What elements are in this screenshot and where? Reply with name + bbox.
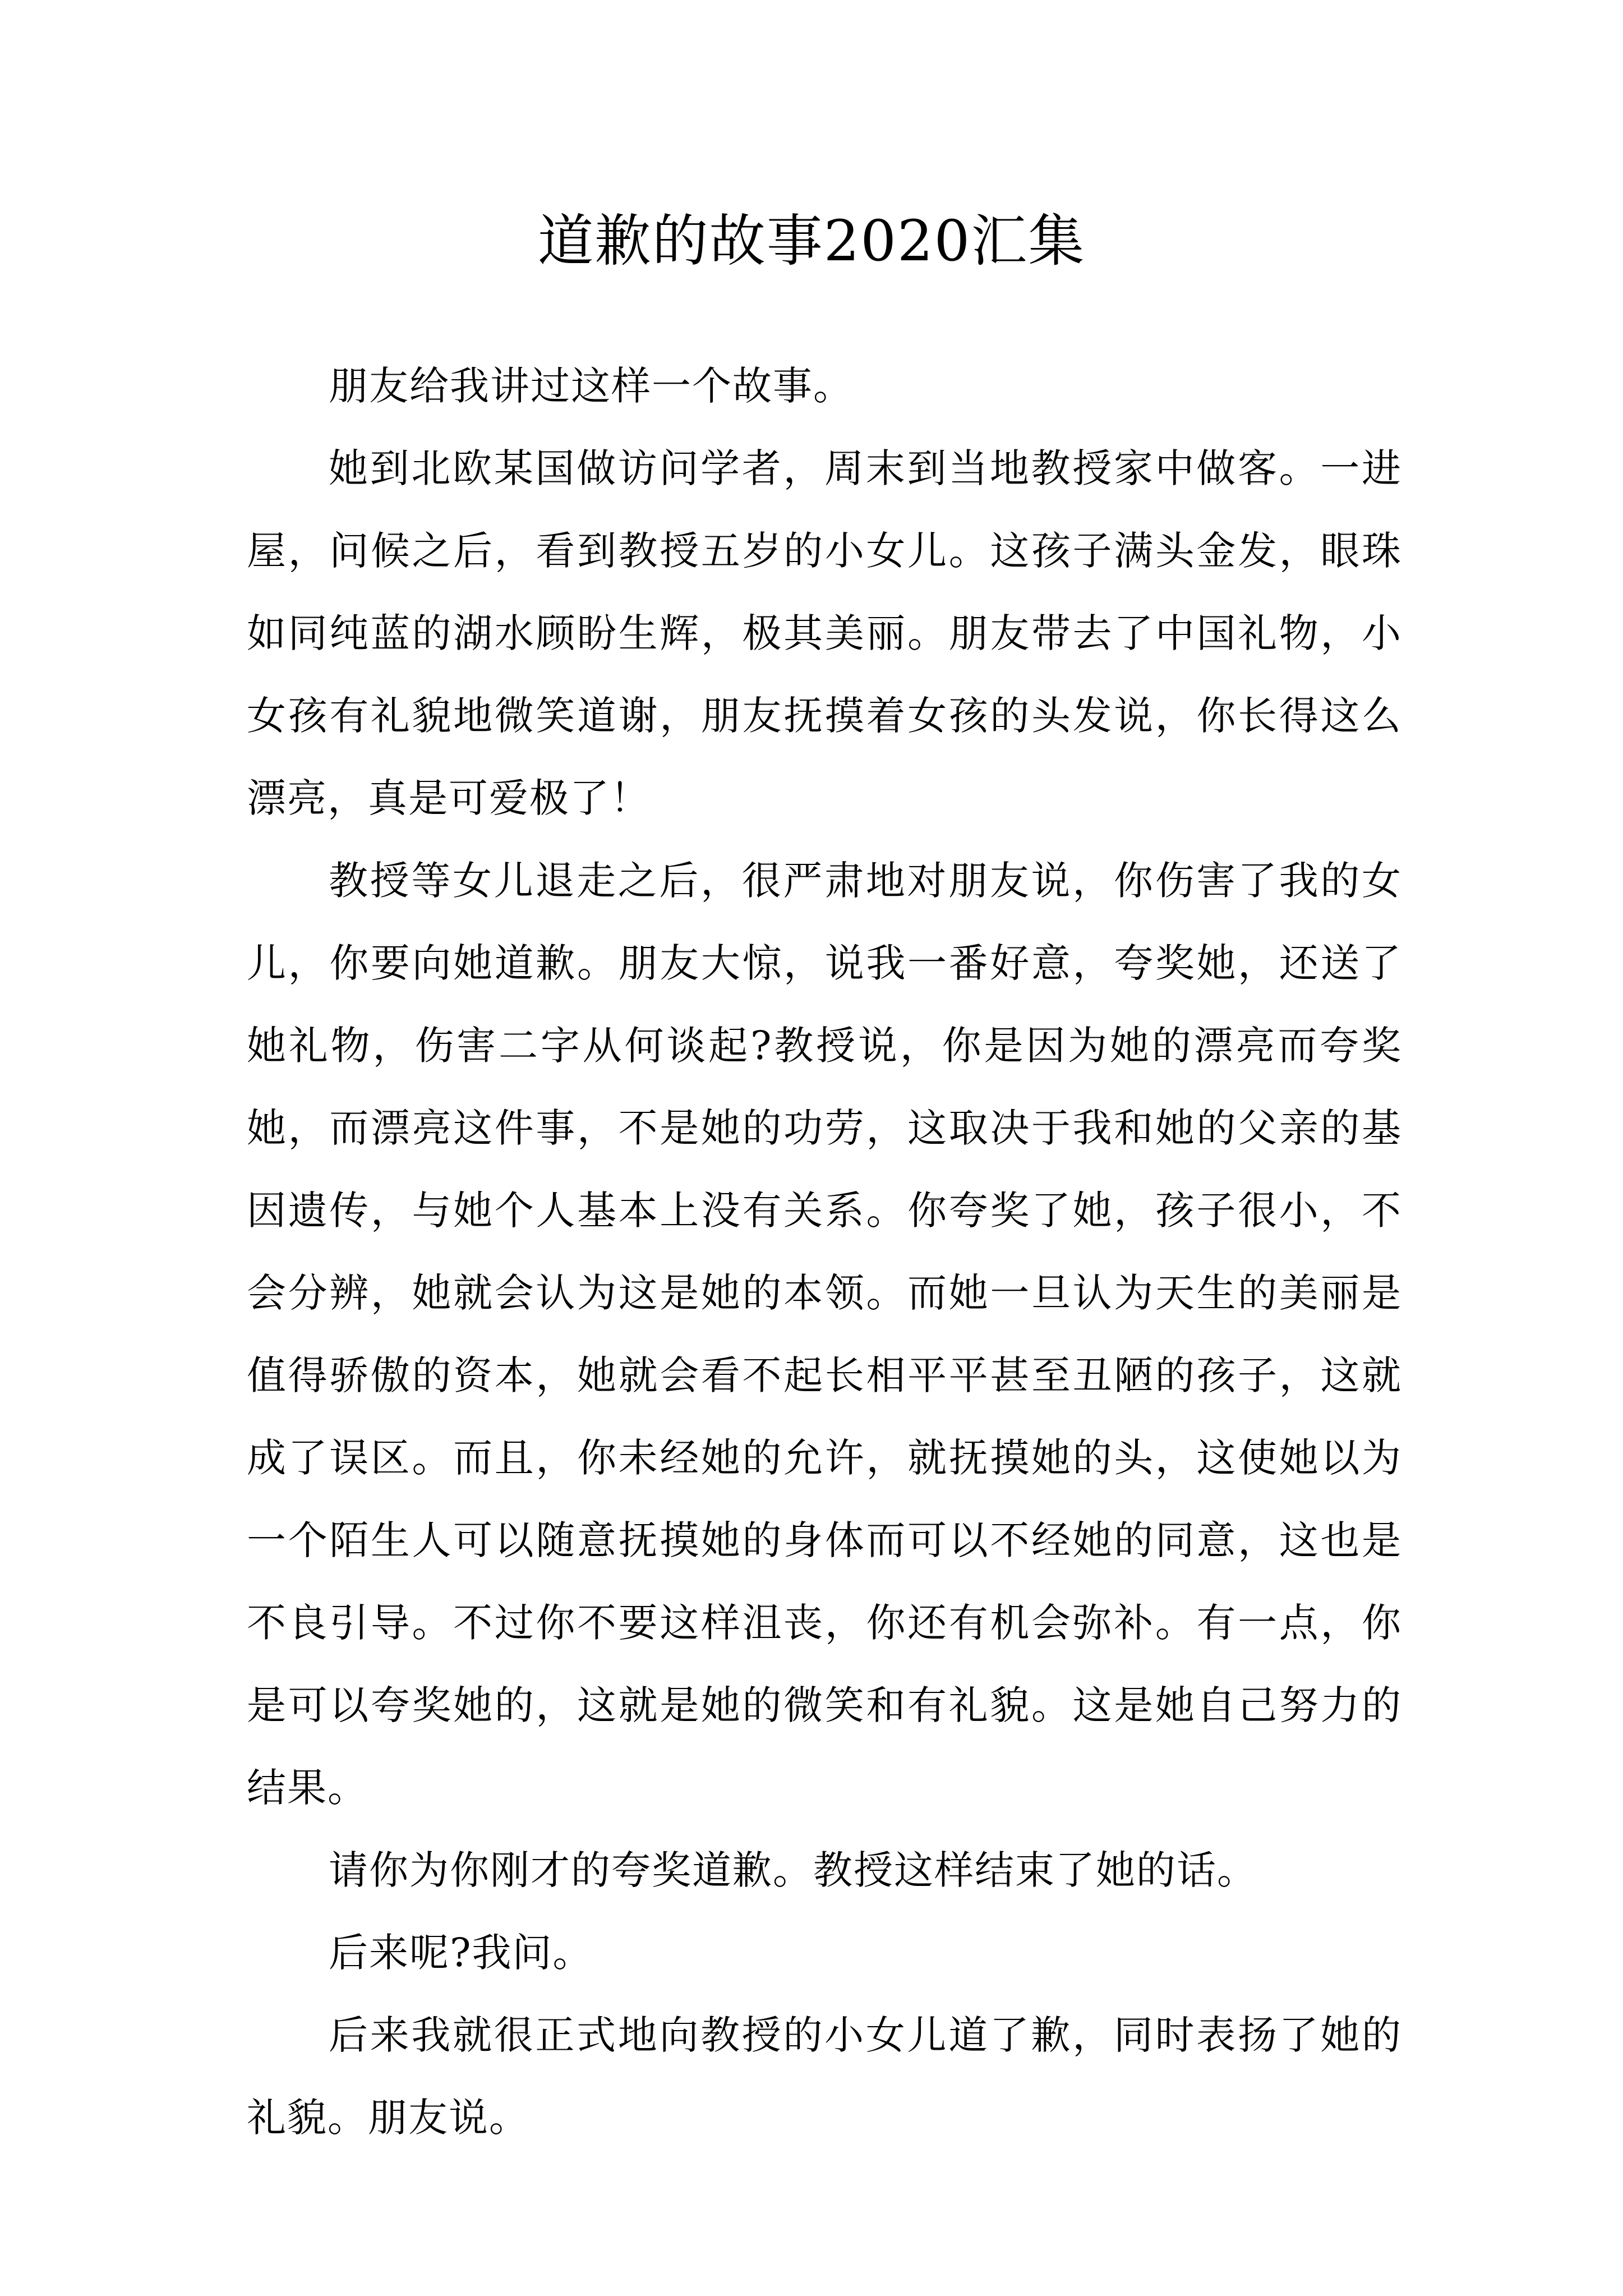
- document-body: [247, 345, 1402, 2159]
- document-title: 道歉的故事2020汇集: [537, 208, 1086, 274]
- paragraph-3: 教授等女儿退走之后，很严肃地对朋友说，你伤害了我的女儿，你要向她道歉。朋友大惊，说我一番好意，夸奖她，还送了她礼物，伤害二字从何谈起?教授说，你是因为她的漂亮而夸奖她，而漂亮这件事，不是她的功劳，这取决于我和她的父亲的基因遗传，与她个人基本上没有关系。你夸奖了她，孩子很小，不会分辨，她就会认为这是她的本领。而她一旦认为天生的美丽是值得骄傲的资本，她就会看不起长相平平甚至丑陋的孩子，这就成了误区。而且，你未经她的允许，就抚摸她的头，这使她以为一个陌生人可以随意抚摸她的身体而可以不经她的同意，这也是不良引导。不过你不要这样沮丧，你还有机会弥补。有一点，你是可以夸奖她的，这就是她的微笑和有礼貌。这是她自己努力的结果。: [247, 858, 1402, 1811]
- paragraph-5: 后来呢?我问。: [329, 1930, 593, 1976]
- paragraph-6: 后来我就很正式地向教授的小女儿道了歉，同时表扬了她的礼貌。朋友说。: [247, 2012, 1402, 2141]
- paragraph-2: 她到北欧某国做访问学者，周末到当地教授家中做客。一进屋，问候之后，看到教授五岁的小女儿。这孩子满头金发，眼珠如同纯蓝的湖水顾盼生辉，极其美丽。朋友带去了中国礼物，小女孩有礼貌地微笑道谢，朋友抚摸着女孩的头发说，你长得这么漂亮，真是可爱极了！: [247, 445, 1402, 821]
- paragraph-4: 请你为你刚才的夸奖道歉。教授这样结束了她的话。: [329, 1847, 1257, 1893]
- paragraph-1: 朋友给我讲过这样一个故事。: [329, 363, 854, 409]
